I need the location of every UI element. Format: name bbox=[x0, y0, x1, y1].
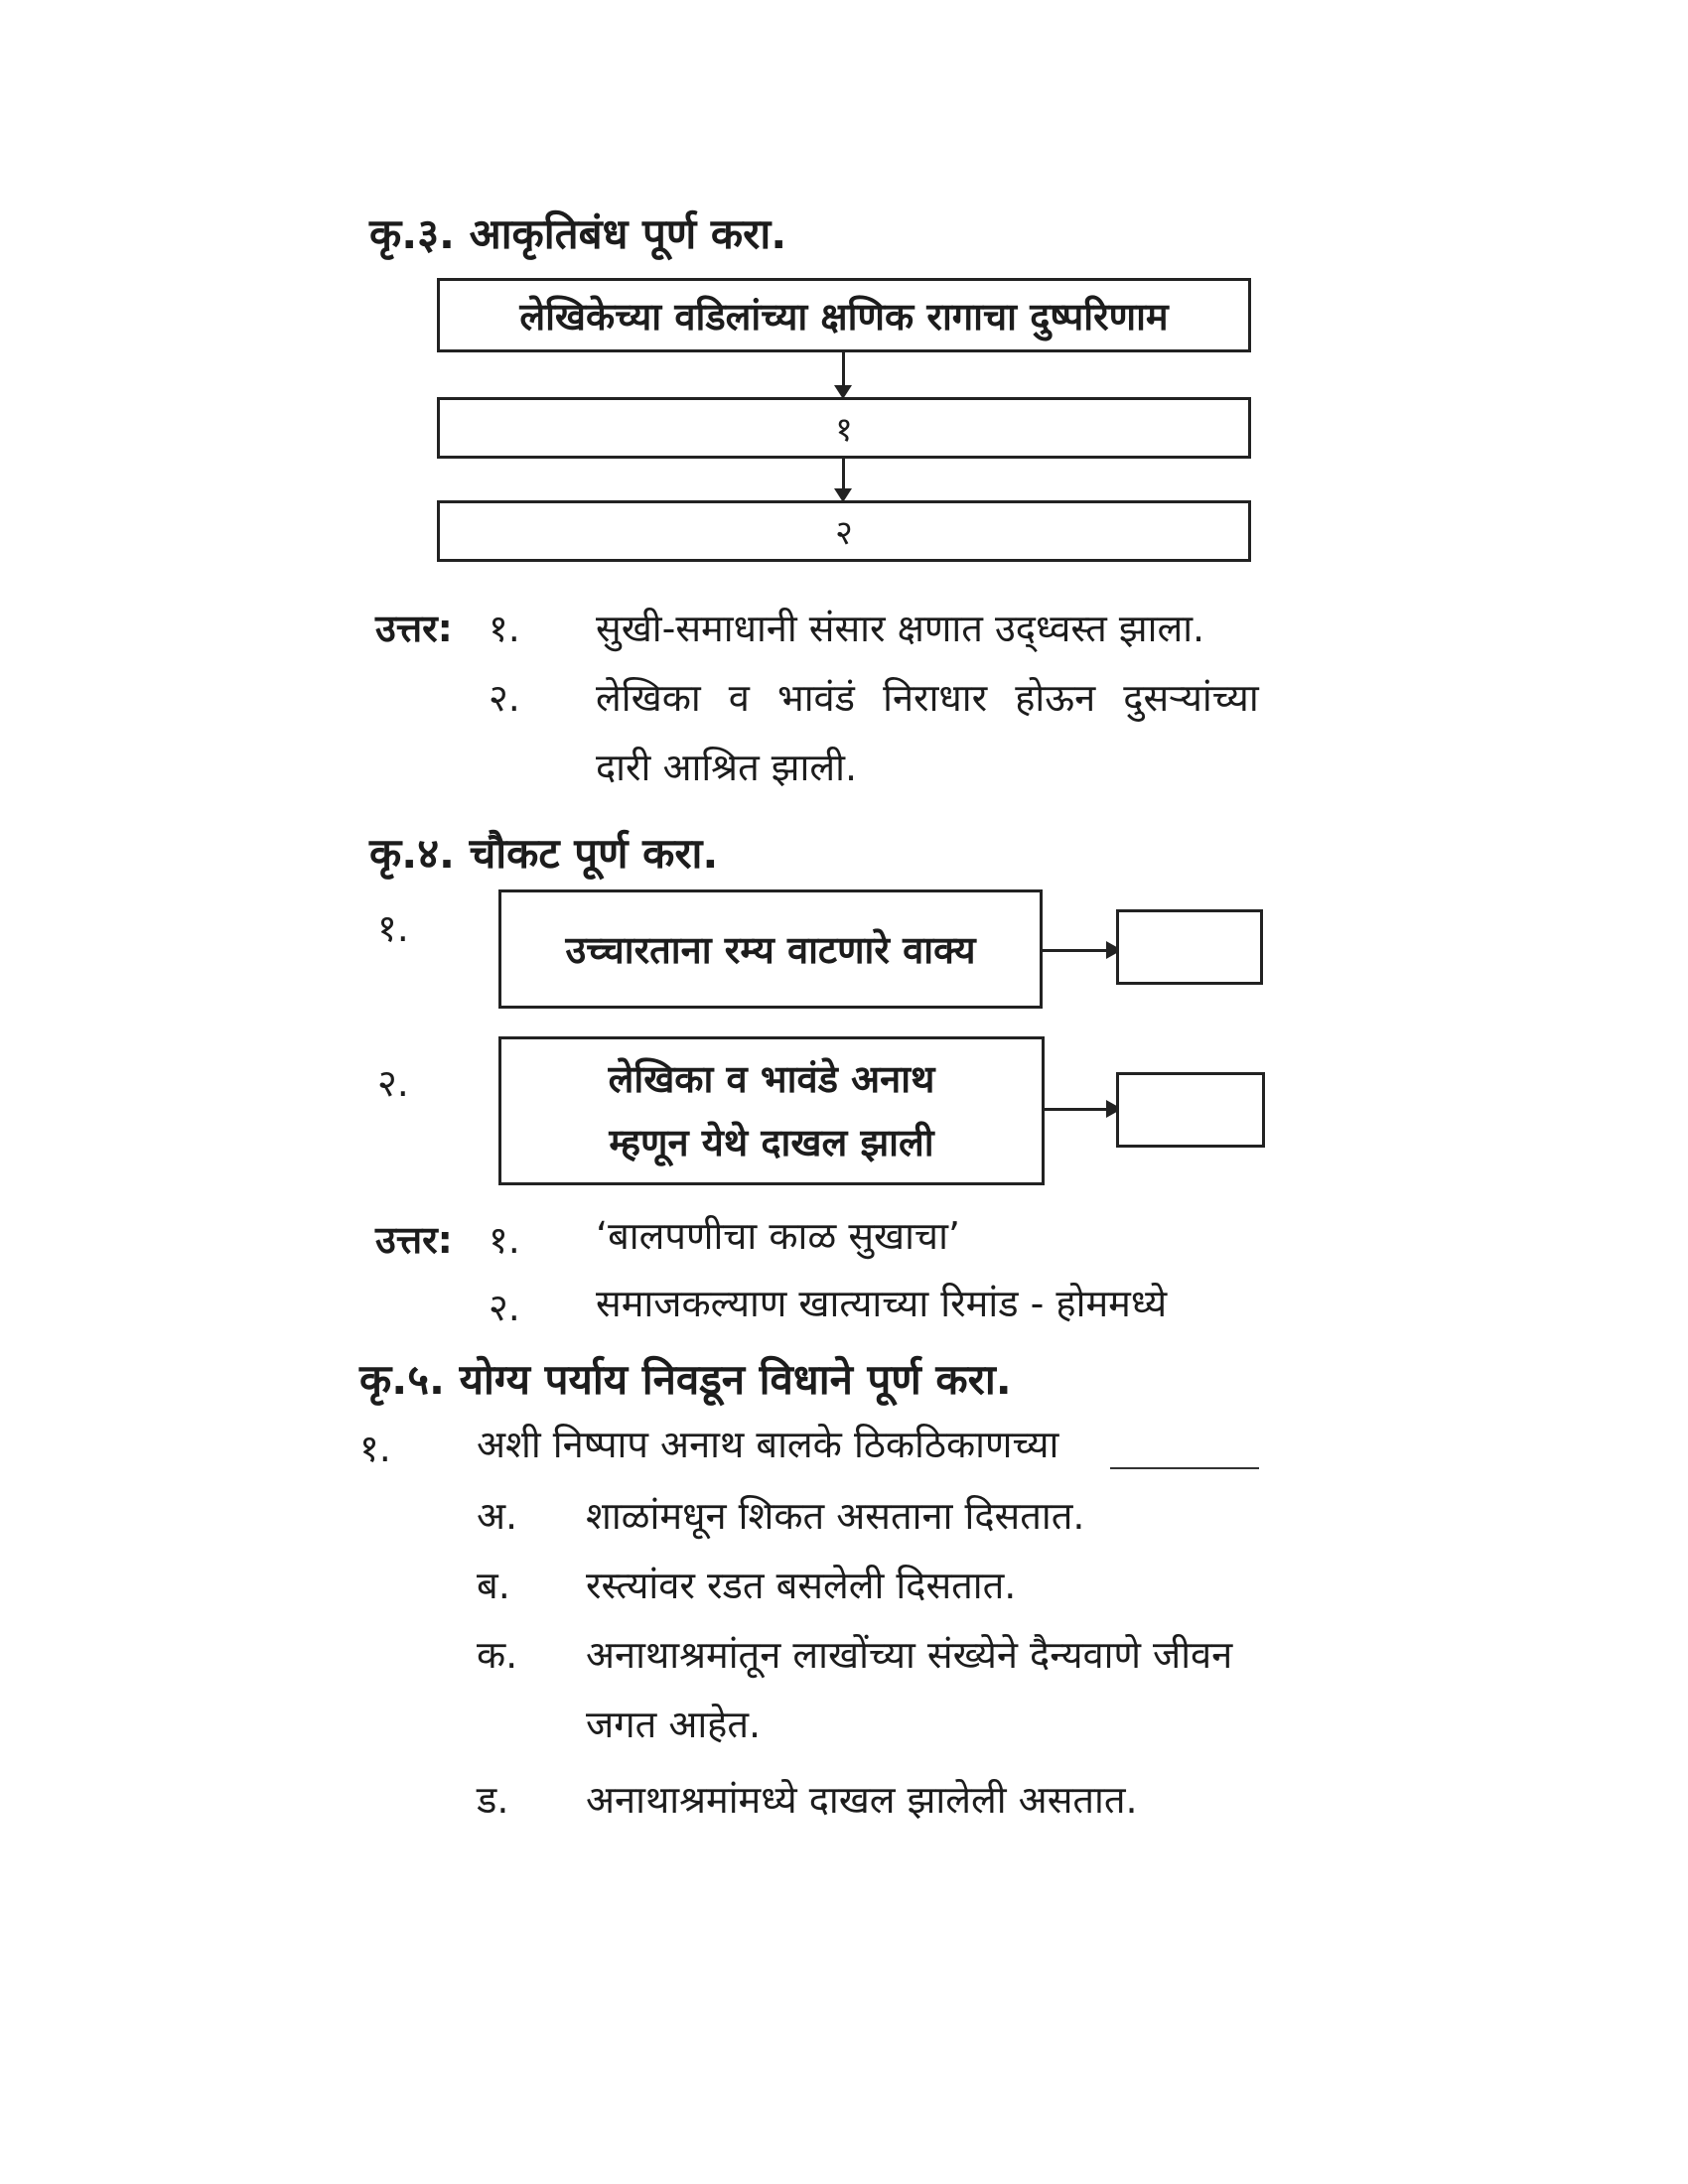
q4-answer-1-num: १. bbox=[489, 1218, 520, 1262]
q5-option-c-label: क. bbox=[477, 1633, 518, 1677]
q3-answer-1-text: सुखी-समाधानी संसार क्षणात उद्ध्वस्त झाला. bbox=[596, 607, 1205, 650]
q5-option-c-text-line1: अनाथाश्रमांतून लाखोंच्या संख्येने दैन्यवाणे जीवन bbox=[586, 1633, 1233, 1677]
q4-answer-1-text: ‘बालपणीचा काळ सुखाचा’ bbox=[596, 1214, 960, 1258]
q4-box-2-text-line2: म्हणून येथे दाखल झाली bbox=[609, 1121, 934, 1164]
q5-option-d-text: अनाथाश्रमांमध्ये दाखल झालेली असतात. bbox=[586, 1778, 1138, 1822]
flow-arrow-1-line bbox=[842, 352, 845, 388]
q4-item-2-num: २. bbox=[377, 1061, 409, 1105]
q4-arrow-2-line bbox=[1045, 1108, 1114, 1111]
q5-option-c-text-line2: जगत आहेत. bbox=[586, 1703, 762, 1746]
q3-answer-2-text-line2: दारी आश्रित झाली. bbox=[596, 746, 858, 789]
q4-box-1 bbox=[498, 889, 1043, 1009]
q4-box-2 bbox=[498, 1036, 1045, 1185]
flow-box-2-number: २ bbox=[835, 513, 853, 553]
q5-option-b-label: ब. bbox=[477, 1564, 510, 1607]
q3-answer-2-text-line1: लेखिका व भावंडं निराधार होऊन दुसऱ्यांच्या bbox=[596, 676, 1259, 720]
q4-box-2-text-line1: लेखिका व भावंडे अनाथ bbox=[608, 1057, 935, 1101]
flow-box-2 bbox=[437, 500, 1251, 562]
q3-heading: कृ.३. आकृतिबंध पूर्ण करा. bbox=[369, 209, 787, 258]
q3-answer-2-num: २. bbox=[489, 676, 520, 720]
q4-heading: कृ.४. चौकट पूर्ण करा. bbox=[369, 829, 719, 878]
flow-top-box-text: लेखिकेच्या वडिलांच्या क्षणिक रागाचा दुष्परिणाम bbox=[519, 294, 1169, 339]
flow-top-box bbox=[437, 278, 1251, 352]
q5-option-a-label: अ. bbox=[477, 1494, 518, 1538]
q4-answer-box-1 bbox=[1116, 909, 1263, 985]
q5-question-num: १. bbox=[359, 1427, 391, 1470]
q4-answer-box-2 bbox=[1116, 1072, 1265, 1148]
q4-box-2-textblock bbox=[609, 1047, 935, 1174]
q3-answer-label: उत्तर: bbox=[375, 607, 453, 650]
q5-option-d-label: ड. bbox=[477, 1778, 509, 1822]
q5-question-text: अशी निष्पाप अनाथ बालके ठिकठिकाणच्या bbox=[477, 1423, 1059, 1466]
q5-answer-blank bbox=[1110, 1467, 1259, 1469]
q3-answer-1-num: १. bbox=[489, 607, 520, 650]
q5-option-b-text: रस्त्यांवर रडत बसलेली दिसतात. bbox=[586, 1564, 1017, 1607]
q5-heading: कृ.५. योग्य पर्याय निवडून विधाने पूर्ण करा. bbox=[359, 1355, 1012, 1404]
q4-box-1-text: उच्चारताना रम्य वाटणारे वाक्य bbox=[565, 928, 976, 972]
q5-option-a-text: शाळांमधून शिकत असताना दिसतात. bbox=[586, 1494, 1085, 1538]
q4-arrow-1-line bbox=[1043, 949, 1114, 952]
q4-answer-label: उत्तर: bbox=[375, 1218, 453, 1262]
q4-item-1-num: १. bbox=[377, 906, 409, 950]
flow-box-1-number: १ bbox=[835, 410, 853, 450]
flow-box-1 bbox=[437, 397, 1251, 459]
q4-answer-2-num: २. bbox=[489, 1286, 520, 1329]
q4-answer-2-text: समाजकल्याण खात्याच्या रिमांड - होममध्ये bbox=[596, 1282, 1168, 1325]
flow-arrow-2-line bbox=[842, 459, 845, 490]
